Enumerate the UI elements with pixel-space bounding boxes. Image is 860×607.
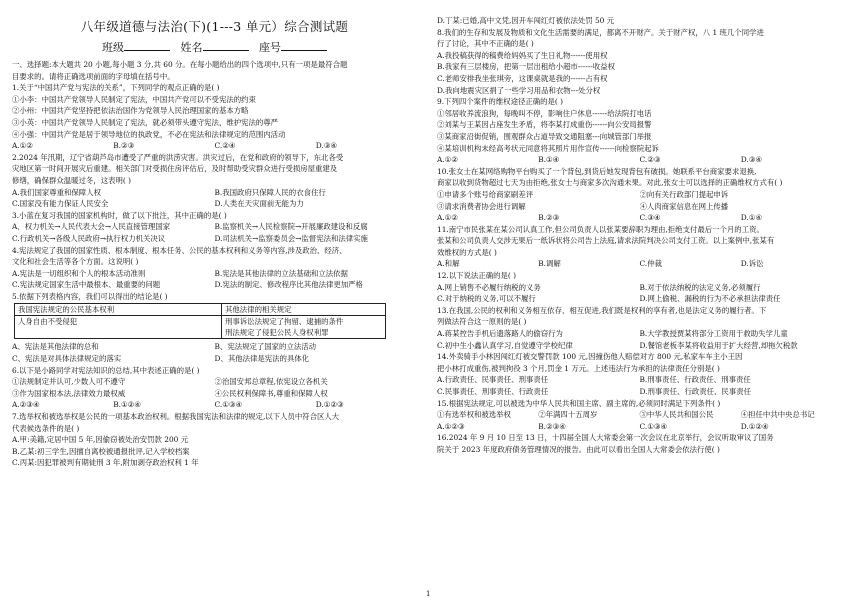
option-a: A.甲:美籍,定居中国 5 年,因偷窃被处治安罚款 200 元 — [12, 435, 189, 445]
table-cell — [222, 316, 386, 339]
option-c: C.宪法规定国家生活中最根本、最重要的问题 — [12, 280, 161, 290]
option-d: D.网上偷税、漏税的行为不必承担法律责任 — [639, 294, 781, 304]
law-comparison-table — [14, 303, 386, 339]
page-number: 1 — [426, 590, 431, 598]
option-d: D.餐馆老板李某将收益用于扩大经营,却拖欠税款 — [639, 340, 798, 350]
class-blank[interactable] — [124, 40, 170, 51]
question-stem: 16.2024 年 9 月 10 日至 13 日，十四届全国人大常委会第一次会议在北京举行，会议听取审议了国务 — [437, 433, 774, 443]
table-header: 我国宪法规定的公民基本权利 — [15, 304, 222, 316]
answer-options — [437, 154, 842, 166]
question-item: ②治国安邦总章程,依宪设立各机关 — [214, 377, 328, 387]
option-c: C.民事责任、刑事责任、行政责任 — [437, 387, 549, 396]
question-item: ③作为国家根本法,法律效力最权威 — [12, 388, 126, 398]
question-items — [12, 376, 417, 388]
answer-options — [437, 293, 842, 305]
right-column — [437, 15, 842, 456]
question-item: ④人肉商家信息在网上传播 — [639, 201, 729, 211]
option-b: B.宪法是其他法律的立法基础和立法依据 — [214, 268, 348, 278]
option-a: A.①② — [12, 141, 33, 151]
question-item: ④某培训机构未经高考状元同意将其照片用作宣传------向检察院起诉 — [437, 143, 659, 153]
table-cell-text: 刑事诉讼法规定了拘留、逮捕的条件 — [225, 317, 344, 327]
question-stem: 修缮，确保群众温暖过冬，这表明( ) — [12, 175, 131, 185]
question-stem: 14.外卖骑手小林因闯红灯被交警罚款 100 元,因撞伤他人赔偿对方 800 元,私家车车主小王因 — [437, 352, 743, 362]
question-item: ④担任中共中央总书记 — [740, 410, 815, 420]
option-b: B.②③④ — [538, 421, 566, 431]
option-c: C.对于纳税的义务,可以不履行 — [437, 294, 536, 304]
question-stem: 行了讨论，其中不正确的是( ) — [437, 39, 534, 49]
seat-blank[interactable] — [281, 40, 327, 51]
option-d: D.我向地震灾区捐了一些学习用品和衣物---处分权 — [437, 85, 601, 95]
option-d: D.刑事责任、行政责任、民事责任 — [639, 387, 751, 396]
option-a: A.蒋某控告手机后遗落路人的偷窃行为 — [437, 329, 563, 339]
option-d: D.诉讼 — [740, 259, 764, 269]
question-item: ③小英：中国共产党领导人民制定了宪法，就必须带头遵守宪法，维护宪法的尊严 — [12, 117, 279, 127]
question-item: ②年满四十五周岁 — [538, 410, 598, 420]
question-stem: 文化和社会生活等各个方面。这说明( ) — [12, 257, 139, 267]
table-cell — [15, 316, 222, 339]
option-b: B.①④ — [538, 155, 560, 165]
question-item: ③某商家沿街促销，围观群众占道导致交通阻塞---向城管部门举报 — [437, 131, 652, 141]
answer-options — [437, 374, 842, 386]
question-stem: 10.张女士在某网络购物平台购买了一个背包,到货后她发现背包有破损。她联系平台商家要求退换, — [437, 166, 757, 176]
option-b: B.②③ — [113, 141, 135, 151]
answer-options — [437, 328, 842, 340]
seat-label: 座号 — [259, 41, 281, 54]
answer-options — [437, 282, 842, 294]
question-item: ①法规制定并认可,少数人可不遵守 — [12, 377, 126, 387]
intro-line: 目要求的。请将正确选项前面的字母填在括号中。 — [12, 71, 175, 81]
option-a: A.网上销售不必履行纳税的义务 — [437, 282, 541, 292]
question-items — [437, 189, 842, 201]
question-item: ④小强：中国共产党是居于领导地位的执政党，不必在宪法和法律规定的范围内活动 — [12, 129, 286, 139]
student-info-line — [12, 40, 417, 55]
table-cell-text: 人身自由不受侵犯 — [18, 317, 78, 327]
question-stem: 1.关于“中国共产党与宪法的关系”，下列同学的观点正确的是( ) — [12, 83, 220, 93]
question-stem: 商家以收到货物超过七天为由拒绝,张女士与商家多次沟通未果。对此,张女士可以选择的正确维权方式有( ) — [437, 178, 783, 188]
question-stem: 2.2024 年汛期，辽宁省葫芦岛市遭受了严重的洪涝灾害。洪灾过后，在党和政府的领导下，东北各受 — [12, 152, 344, 162]
left-column — [12, 15, 417, 469]
option-b: B.我家有三层楼房，把第一层出租给小超市------收益权 — [437, 62, 615, 72]
question-item: ④公民权利保障书,尊重和保障人权 — [214, 388, 328, 398]
question-stem: 5.依据下列表格内容，我们可以得出的结论是( ) — [12, 291, 168, 301]
option-d: D.丁某:已婚,高中文凭,因开车闯红灯被依法处罚 50 元 — [437, 16, 615, 25]
question-item: ①邻居收养流浪狗，每晚叫不停，影响住户休息------给法院打电话 — [437, 108, 652, 118]
question-stem: 15.根据宪法规定,可以被选为中华人民共和国主席、副主席的,必须同时满足下列条件( ) — [437, 398, 721, 408]
answer-options — [12, 268, 417, 280]
option-d: D.司法机关→监察委员会→监督宪法和法律实施 — [214, 233, 368, 243]
question-item: ③中华人民共和国公民 — [639, 410, 714, 420]
question-stem: 灾地区第一时间开展灾后重建。相关部门对受损住房评估后，及时帮助受灾群众进行受损房屋重建及 — [12, 164, 338, 174]
option-a: A.行政责任、民事责任、刑事责任 — [437, 375, 549, 385]
question-stem: 院关于 2023 年度政府债务管理情况的报告。由此可以看出全国人大常委会依法行使( ) — [437, 444, 720, 454]
question-items — [12, 388, 417, 400]
option-b: B.调解 — [538, 259, 561, 269]
question-stem: 8.我们的生存和发展及物质和文化生活需要的满足，都离不开财产。关于财产权，八 1 班几个同学进 — [437, 27, 764, 37]
class-label: 班级 — [102, 41, 124, 54]
option-c: C.行政机关→各级人民政府→执行权力机关决议 — [12, 233, 166, 243]
question-item: ①小李：中国共产党领导人民制定了宪法，中国共产党可以不受宪法的约束 — [12, 94, 256, 104]
question-stem: 12.以下说法正确的是( ) — [437, 271, 516, 281]
option-a: A.宪法是一切组织和个人的根本活动准则 — [12, 268, 146, 278]
option-a: A.②③④ — [12, 400, 40, 410]
question-stem: 3.小蓝在复习我国的国家机构时，做了以下批注，其中正确的是( ) — [12, 210, 227, 220]
answer-options — [12, 353, 417, 365]
answer-options — [12, 198, 417, 210]
option-b: B.②③ — [538, 213, 560, 223]
option-b: B.乙某:初三学生,因擅自离校被通报批评,记入学校档案 — [12, 446, 190, 456]
question-stem: 代表候选条件的是( ) — [12, 423, 80, 433]
option-c: C.初中生小鑫认真学习,自觉遵守学校纪律 — [437, 340, 573, 350]
question-item: ②小州：中国共产党坚持把依法治国作为党领导人民治理国家的基本方略 — [12, 106, 249, 116]
question-stem: 4.宪法规定了我国的国家性质、根本制度、根本任务、公民的基本权利和义务等内容,涉及政治、经济、 — [12, 245, 347, 255]
option-a: A.我们国家尊重和保障人权 — [12, 187, 101, 197]
option-a: A.我投稿获得的稿费给妈妈买了生日礼物------使用权 — [437, 50, 608, 60]
name-label: 姓名 — [180, 41, 203, 54]
question-stem: 7.选举权和被选举权是公民的一项基本政治权利。根据我国宪法和法律的规定,以下人员中符合区人大 — [12, 412, 340, 422]
name-blank[interactable] — [203, 40, 249, 51]
option-c: C.②④ — [214, 141, 236, 151]
question-stem: 13.在我国,公民的权利和义务相互依存、相互促进,我们既是权利的享有者,也是法定义务的履行者。下 — [437, 305, 767, 315]
option-b: B.监察机关→人民检察院→开展廉政建设和反腐 — [214, 222, 368, 232]
question-stem: 把小林打成重伤,被判拘役 3 个月,罚金 1 万元。上述违法行为承担的法律责任分别是( ) — [437, 363, 720, 373]
option-a: A.①② — [437, 155, 458, 165]
answer-options — [12, 187, 417, 199]
option-d: D.③④ — [740, 155, 763, 165]
question-stem: 效维权的方式是( ) — [437, 247, 497, 257]
question-stem: 6.以下是小路同学对宪法知识的总结,其中表述正确的是( ) — [12, 365, 200, 375]
option-d: D.①④ — [740, 213, 763, 223]
answer-options — [437, 258, 842, 270]
question-item: ①申请多个账号给商家刷差评 — [437, 189, 534, 199]
option-c: C.①③④ — [214, 400, 243, 410]
question-item: ③请求消费者协会进行调解 — [437, 201, 526, 211]
answer-options — [437, 212, 842, 224]
exam-title: 八年级道德与法治(下)(1---3 单元）综合测试题 — [80, 19, 349, 34]
option-d: D、其他法律是宪法的具体化 — [214, 354, 310, 364]
option-c: C、宪法是对具体法律规定的落实 — [12, 354, 122, 364]
option-c: C.国家没有能力保证人民安全 — [12, 199, 109, 209]
table-cell-text: 刑法规定了侵犯公民人身权利罪 — [225, 328, 329, 338]
option-b: B.①②④ — [113, 400, 141, 410]
answer-options — [12, 140, 417, 152]
option-c: C.老师安排我坐张琪旁，这课桌就是我的------占有权 — [437, 73, 608, 83]
option-b: B.大学教授贾某将部分工资用于救助失学儿童 — [639, 329, 788, 339]
question-item: ②向有关行政部门提起申诉 — [639, 189, 729, 199]
option-a: A、宪法是其他法律的总和 — [12, 342, 99, 352]
option-d: D.①②④ — [740, 421, 769, 431]
option-d: D.宪法的制定、修改程序比其他法律更加严格 — [214, 280, 363, 290]
option-d: D.③④ — [315, 141, 338, 151]
answer-options — [437, 386, 842, 398]
question-stem: 11.南宁市民张某在某公司认真工作,但公司负责人以张某要辞职为理由,拒绝支付最后一个月的工资。 — [437, 224, 764, 234]
answer-options — [12, 399, 417, 411]
answer-options — [12, 221, 417, 233]
question-item: ①有选举权和被选举权 — [437, 410, 511, 420]
option-b: B.我国政府只保障人民的衣食住行 — [214, 187, 326, 197]
option-d: D.人类在天灾面前无能为力 — [214, 199, 304, 209]
question-stem: 张某和公司负责人交涉无果后一纸诉状将公司告上法庭,请求法院判决公司支付工资。以上案例中,张某有 — [437, 236, 775, 246]
option-d: D.①②③ — [315, 400, 344, 410]
option-c: C.仲裁 — [639, 259, 663, 269]
question-stem: 9.下列四个案件的维权途径正确的是( ) — [437, 97, 564, 107]
option-c: C.丙某:因犯罪被判有期徒刑 3 年,附加剥夺政治权利 1 年 — [12, 458, 199, 468]
question-items — [437, 409, 842, 421]
answer-options — [437, 340, 842, 352]
answer-options — [437, 421, 842, 433]
answer-options — [12, 279, 417, 291]
question-item: ②刘某与王某因占座发生矛盾，将李某打成重伤------向公安局报警 — [437, 120, 652, 130]
answer-options — [12, 341, 417, 353]
option-b: B.对于依法纳税的法定义务,必须履行 — [639, 282, 761, 292]
option-b: B、宪法规定了国家的立法活动 — [214, 342, 317, 352]
option-c: C.①③④ — [639, 421, 668, 431]
question-stem: 列做法符合这一原则的是( ) — [437, 317, 527, 327]
option-a: A.①② — [437, 213, 458, 223]
answer-options — [12, 233, 417, 245]
option-a: A．权力机关→人民代表大会→人民直接管理国家 — [12, 222, 171, 232]
option-c: C.②③ — [639, 155, 661, 165]
question-items — [437, 201, 842, 213]
option-a: A.①②③ — [437, 421, 465, 431]
option-b: B.刑事责任、行政责任、刑事责任 — [639, 375, 751, 385]
option-a: A.和解 — [437, 259, 460, 269]
intro-line: 一、选择题:本大题共 20 小题,每小题 3 分,共 60 分。在每小题给出的四个选项中,只有一项是最符合题 — [12, 60, 348, 69]
option-c: C.③④ — [639, 213, 661, 223]
table-header: 其他法律的相关规定 — [222, 304, 386, 316]
